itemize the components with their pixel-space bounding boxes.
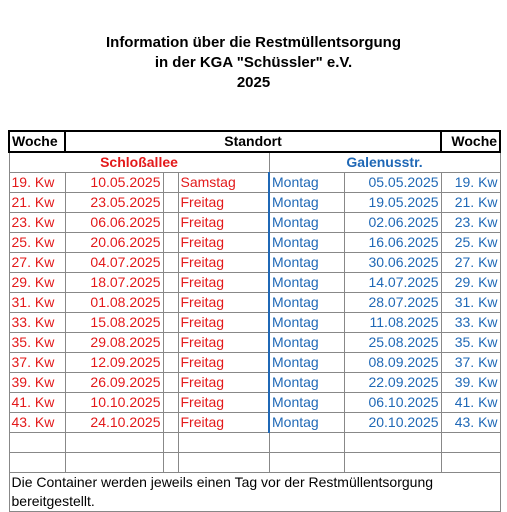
day-right-cell: Montag bbox=[269, 333, 344, 353]
spacer-left-cell bbox=[163, 373, 178, 393]
day-left-cell: Freitag bbox=[178, 193, 269, 213]
kw-left-cell: 19. Kw bbox=[9, 173, 65, 193]
day-right-cell: Montag bbox=[269, 233, 344, 253]
day-right-cell: Montag bbox=[269, 173, 344, 193]
day-right-cell: Montag bbox=[269, 393, 344, 413]
table-row bbox=[9, 273, 500, 293]
location-left: Schloßallee bbox=[9, 152, 269, 173]
day-left-cell: Freitag bbox=[178, 253, 269, 273]
note-row bbox=[9, 473, 500, 512]
header-row bbox=[9, 131, 500, 152]
day-left-cell: Samstag bbox=[178, 173, 269, 193]
date-left-cell: 23.05.2025 bbox=[65, 193, 163, 213]
title-year: 2025 bbox=[236, 74, 271, 91]
day-left-cell: Freitag bbox=[178, 353, 269, 373]
date-right-cell: 11.08.2025 bbox=[344, 313, 441, 333]
location-row bbox=[9, 152, 500, 173]
kw-right-cell: 41. Kw bbox=[441, 393, 500, 413]
spacer-left-cell bbox=[163, 393, 178, 413]
date-left-cell: 18.07.2025 bbox=[65, 273, 163, 293]
table-row bbox=[9, 193, 500, 213]
kw-right-cell: 27. Kw bbox=[441, 253, 500, 273]
day-left-cell: Freitag bbox=[178, 273, 269, 293]
empty-cell bbox=[9, 453, 65, 473]
day-left-cell: Freitag bbox=[178, 213, 269, 233]
kw-left-cell: 43. Kw bbox=[9, 413, 65, 433]
header-woche-left: Woche bbox=[9, 131, 65, 152]
table-row bbox=[9, 333, 500, 353]
kw-left-cell: 35. Kw bbox=[9, 333, 65, 353]
spacer-left-cell bbox=[163, 413, 178, 433]
kw-right-cell: 37. Kw bbox=[441, 353, 500, 373]
date-right-cell: 14.07.2025 bbox=[344, 273, 441, 293]
date-right-cell: 20.10.2025 bbox=[344, 413, 441, 433]
schedule-table bbox=[8, 130, 501, 512]
day-right-cell: Montag bbox=[269, 373, 344, 393]
table-row bbox=[9, 173, 500, 193]
date-left-cell: 01.08.2025 bbox=[65, 293, 163, 313]
spacer-left-cell bbox=[163, 293, 178, 313]
empty-cell bbox=[441, 433, 500, 453]
date-right-cell: 02.06.2025 bbox=[344, 213, 441, 233]
day-right-cell: Montag bbox=[269, 413, 344, 433]
empty-row bbox=[9, 453, 500, 473]
table-row bbox=[9, 313, 500, 333]
kw-left-cell: 29. Kw bbox=[9, 273, 65, 293]
empty-cell bbox=[163, 433, 178, 453]
date-left-cell: 06.06.2025 bbox=[65, 213, 163, 233]
kw-left-cell: 37. Kw bbox=[9, 353, 65, 373]
table-row bbox=[9, 373, 500, 393]
kw-right-cell: 19. Kw bbox=[441, 173, 500, 193]
date-left-cell: 20.06.2025 bbox=[65, 233, 163, 253]
kw-right-cell: 21. Kw bbox=[441, 193, 500, 213]
table-row bbox=[9, 233, 500, 253]
date-left-cell: 29.08.2025 bbox=[65, 333, 163, 353]
kw-right-cell: 29. Kw bbox=[441, 273, 500, 293]
spacer-left-cell bbox=[163, 213, 178, 233]
spacer-left-cell bbox=[163, 193, 178, 213]
date-right-cell: 16.06.2025 bbox=[344, 233, 441, 253]
title-line-2: in der KGA "Schüssler" e.V. bbox=[154, 54, 353, 71]
note-text: Die Container werden jeweils einen Tag vor der Restmüllentsorgung bereitgestellt. bbox=[9, 473, 500, 512]
table-row bbox=[9, 353, 500, 373]
day-left-cell: Freitag bbox=[178, 373, 269, 393]
table-row bbox=[9, 413, 500, 433]
empty-cell bbox=[269, 453, 344, 473]
empty-cell bbox=[178, 433, 269, 453]
empty-cell bbox=[178, 453, 269, 473]
date-left-cell: 26.09.2025 bbox=[65, 373, 163, 393]
table-row bbox=[9, 293, 500, 313]
day-left-cell: Freitag bbox=[178, 233, 269, 253]
kw-right-cell: 35. Kw bbox=[441, 333, 500, 353]
date-left-cell: 10.05.2025 bbox=[65, 173, 163, 193]
date-right-cell: 28.07.2025 bbox=[344, 293, 441, 313]
day-right-cell: Montag bbox=[269, 293, 344, 313]
spacer-left-cell bbox=[163, 253, 178, 273]
kw-left-cell: 21. Kw bbox=[9, 193, 65, 213]
spacer-left-cell bbox=[163, 233, 178, 253]
table-row bbox=[9, 213, 500, 233]
title-line-1: Information über die Restmüllentsorgung bbox=[105, 34, 401, 51]
empty-cell bbox=[344, 453, 441, 473]
spacer-left-cell bbox=[163, 353, 178, 373]
empty-cell bbox=[269, 433, 344, 453]
date-right-cell: 08.09.2025 bbox=[344, 353, 441, 373]
spacer-left-cell bbox=[163, 333, 178, 353]
date-left-cell: 24.10.2025 bbox=[65, 413, 163, 433]
kw-left-cell: 33. Kw bbox=[9, 313, 65, 333]
kw-right-cell: 23. Kw bbox=[441, 213, 500, 233]
kw-right-cell: 43. Kw bbox=[441, 413, 500, 433]
kw-left-cell: 23. Kw bbox=[9, 213, 65, 233]
spacer-left-cell bbox=[163, 273, 178, 293]
day-right-cell: Montag bbox=[269, 353, 344, 373]
date-right-cell: 06.10.2025 bbox=[344, 393, 441, 413]
empty-cell bbox=[65, 453, 163, 473]
kw-left-cell: 41. Kw bbox=[9, 393, 65, 413]
day-right-cell: Montag bbox=[269, 193, 344, 213]
day-right-cell: Montag bbox=[269, 213, 344, 233]
kw-right-cell: 39. Kw bbox=[441, 373, 500, 393]
day-left-cell: Freitag bbox=[178, 333, 269, 353]
document-title bbox=[0, 33, 507, 93]
kw-left-cell: 39. Kw bbox=[9, 373, 65, 393]
date-right-cell: 05.05.2025 bbox=[344, 173, 441, 193]
table-row bbox=[9, 393, 500, 413]
empty-cell bbox=[9, 433, 65, 453]
empty-cell bbox=[344, 433, 441, 453]
day-right-cell: Montag bbox=[269, 313, 344, 333]
day-left-cell: Freitag bbox=[178, 313, 269, 333]
header-standort: Standort bbox=[65, 131, 441, 152]
day-left-cell: Freitag bbox=[178, 393, 269, 413]
date-right-cell: 30.06.2025 bbox=[344, 253, 441, 273]
location-right: Galenusstr. bbox=[269, 152, 500, 173]
date-right-cell: 19.05.2025 bbox=[344, 193, 441, 213]
kw-right-cell: 33. Kw bbox=[441, 313, 500, 333]
kw-left-cell: 25. Kw bbox=[9, 233, 65, 253]
header-woche-right: Woche bbox=[441, 131, 500, 152]
date-left-cell: 15.08.2025 bbox=[65, 313, 163, 333]
kw-right-cell: 31. Kw bbox=[441, 293, 500, 313]
date-right-cell: 25.08.2025 bbox=[344, 333, 441, 353]
spacer-left-cell bbox=[163, 313, 178, 333]
empty-cell bbox=[441, 453, 500, 473]
day-left-cell: Freitag bbox=[178, 413, 269, 433]
empty-row bbox=[9, 433, 500, 453]
empty-cell bbox=[65, 433, 163, 453]
date-left-cell: 12.09.2025 bbox=[65, 353, 163, 373]
date-left-cell: 04.07.2025 bbox=[65, 253, 163, 273]
kw-left-cell: 27. Kw bbox=[9, 253, 65, 273]
table-row bbox=[9, 253, 500, 273]
day-left-cell: Freitag bbox=[178, 293, 269, 313]
date-left-cell: 10.10.2025 bbox=[65, 393, 163, 413]
day-right-cell: Montag bbox=[269, 273, 344, 293]
empty-cell bbox=[163, 453, 178, 473]
kw-right-cell: 25. Kw bbox=[441, 233, 500, 253]
day-right-cell: Montag bbox=[269, 253, 344, 273]
date-right-cell: 22.09.2025 bbox=[344, 373, 441, 393]
spacer-left-cell bbox=[163, 173, 178, 193]
kw-left-cell: 31. Kw bbox=[9, 293, 65, 313]
